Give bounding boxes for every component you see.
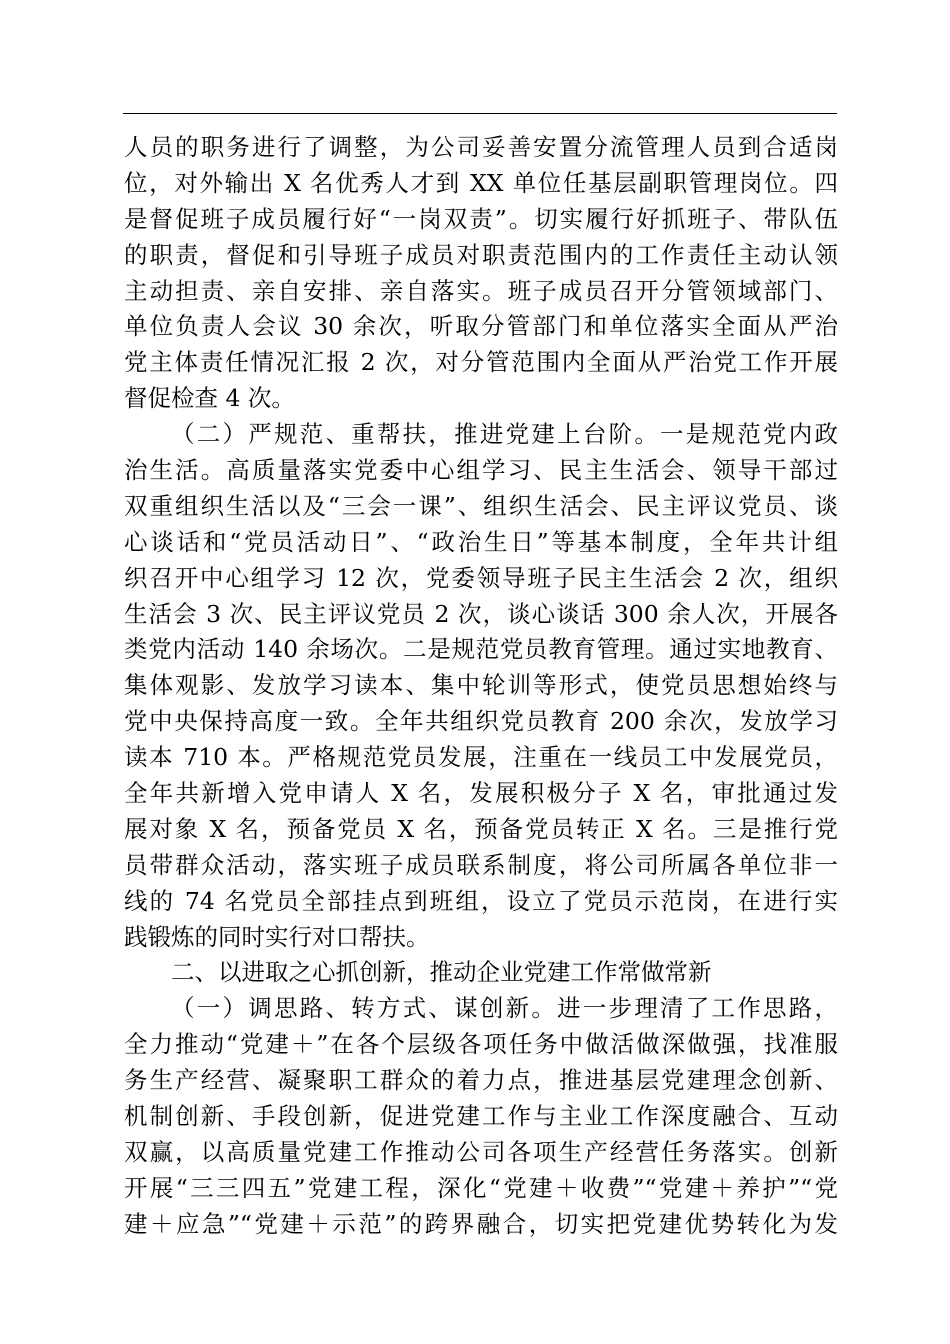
text-line: 党主体责任情况汇报 2 次，对分管范围内全面从严治党工作开展 — [124, 348, 838, 377]
text-line: 党中央保持高度一致。全年共组织党员教育 200 余次，发放学习 — [124, 707, 838, 736]
paragraph-start-line: （一）调思路、转方式、谋创新。进一步理清了工作思路， — [171, 994, 838, 1023]
text-line: 机制创新、手段创新，促进党建工作与主业工作深度融合、互动 — [124, 1102, 838, 1131]
text-line: 心谈话和“党员活动日”、“政治生日”等基本制度，全年共计组 — [124, 527, 838, 556]
text-line: 务生产经营、凝聚职工群众的着力点，推进基层党建理念创新、 — [124, 1066, 838, 1095]
text-line: 双赢，以高质量党建工作推动公司各项生产经营任务落实。创新 — [124, 1137, 838, 1166]
body-text — [124, 130, 838, 1243]
text-line: 双重组织生活以及“三会一课”、组织生活会、民主评议党员、谈 — [124, 491, 838, 520]
section-heading: 二、以进取之心抓创新，推动企业党建工作常做常新 — [171, 958, 712, 987]
text-line: 践锻炼的同时实行对口帮扶。 — [124, 922, 430, 951]
text-line: 读本 710 本。严格规范党员发展，注重在一线员工中发展党员， — [124, 743, 838, 772]
text-line: 全力推动“党建＋”在各个层级各项任务中做活做深做强，找准服 — [124, 1030, 838, 1059]
text-line: 开展“三三四五”党建工程，深化“党建＋收费”“党建＋养护”“党 — [124, 1173, 838, 1202]
text-line: 建＋应急”“党建＋示范”的跨界融合，切实把党建优势转化为发 — [124, 1209, 838, 1238]
paragraph-start-line: （二）严规范、重帮扶，推进党建上台阶。一是规范党内政 — [171, 420, 838, 449]
text-line: 督促检查 4 次。 — [124, 384, 295, 413]
text-line: 织召开中心组学习 12 次，党委领导班子民主生活会 2 次，组织 — [124, 563, 838, 592]
text-line: 位，对外输出 X 名优秀人才到 XX 单位任基层副职管理岗位。四 — [124, 168, 838, 197]
text-line: 是督促班子成员履行好“一岗双责”。切实履行好抓班子、带队伍 — [124, 204, 838, 233]
text-line: 单位负责人会议 30 余次，听取分管部门和单位落实全面从严治 — [124, 312, 838, 341]
text-line: 集体观影、发放学习读本、集中轮训等形式，使党员思想始终与 — [124, 671, 838, 700]
text-line: 人员的职务进行了调整，为公司妥善安置分流管理人员到合适岗 — [124, 133, 838, 161]
text-line: 治生活。高质量落实党委中心组学习、民主生活会、领导干部过 — [124, 456, 838, 485]
text-line: 生活会 3 次、民主评议党员 2 次，谈心谈话 300 余人次，开展各 — [124, 599, 838, 628]
text-line: 展对象 X 名，预备党员 X 名，预备党员转正 X 名。三是推行党 — [124, 814, 838, 843]
header-rule — [123, 113, 837, 114]
text-line: 员带群众活动，落实班子成员联系制度，将公司所属各单位非一 — [124, 850, 838, 879]
text-line: 线的 74 名党员全部挂点到班组，设立了党员示范岗，在进行实 — [124, 886, 838, 915]
text-line: 的职责，督促和引导班子成员对职责范围内的工作责任主动认领 — [124, 240, 838, 269]
text-line: 全年共新增入党申请人 X 名，发展积极分子 X 名，审批通过发 — [124, 779, 838, 808]
text-line: 类党内活动 140 余场次。二是规范党员教育管理。通过实地教育、 — [124, 635, 838, 664]
text-line: 主动担责、亲自安排、亲自落实。班子成员召开分管领域部门、 — [124, 276, 838, 305]
